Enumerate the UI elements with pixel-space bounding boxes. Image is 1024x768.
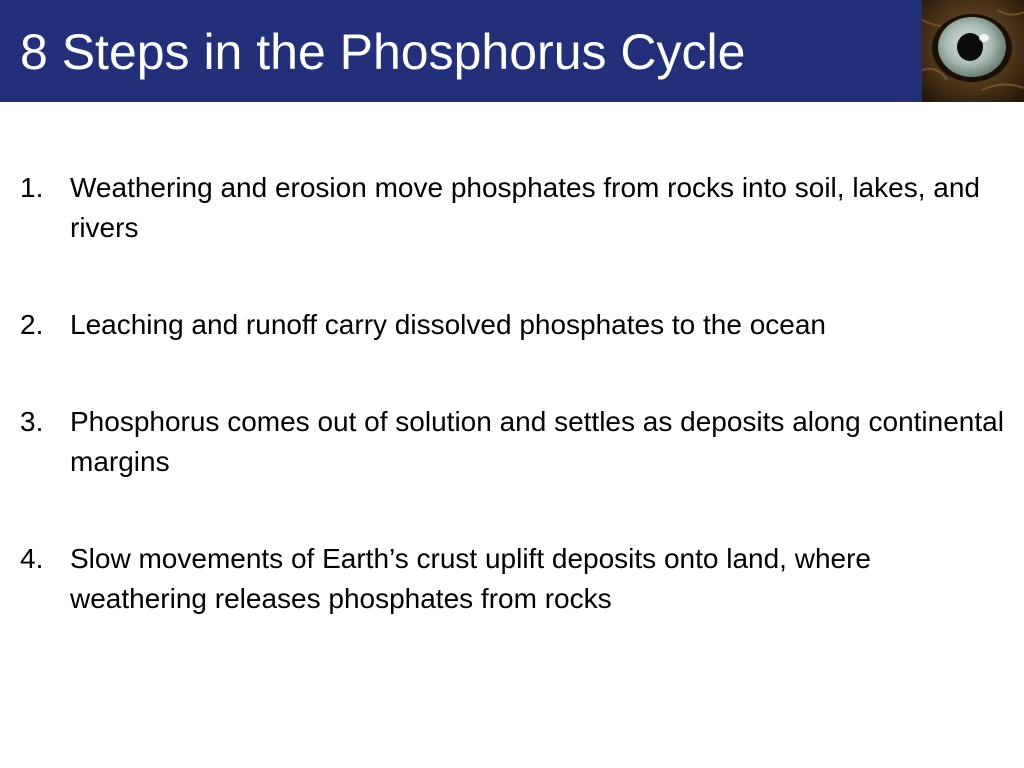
list-item	[20, 305, 1010, 345]
list-item	[20, 168, 1010, 248]
step-number: 2.	[20, 309, 44, 340]
step-text: Slow movements of Earth’s crust uplift deposits onto land, where weathering releases phosphates from rocks	[70, 543, 871, 614]
slide-title: 8 Steps in the Phosphorus Cycle	[20, 24, 746, 80]
step-text: Leaching and runoff carry dissolved phosphates to the ocean	[70, 309, 826, 340]
eye-photo-icon	[922, 0, 1024, 102]
list-item	[20, 539, 1010, 619]
step-number: 1.	[20, 172, 44, 203]
list-item	[20, 402, 1010, 482]
title-bar	[0, 0, 922, 102]
step-text: Weathering and erosion move phosphates from rocks into soil, lakes, and rivers	[70, 172, 980, 243]
steps-list	[20, 168, 1010, 676]
animal-eye-image	[922, 0, 1024, 102]
step-text: Phosphorus comes out of solution and settles as deposits along continental margins	[70, 406, 1004, 477]
step-number: 3.	[20, 406, 44, 437]
step-number: 4.	[20, 543, 44, 574]
